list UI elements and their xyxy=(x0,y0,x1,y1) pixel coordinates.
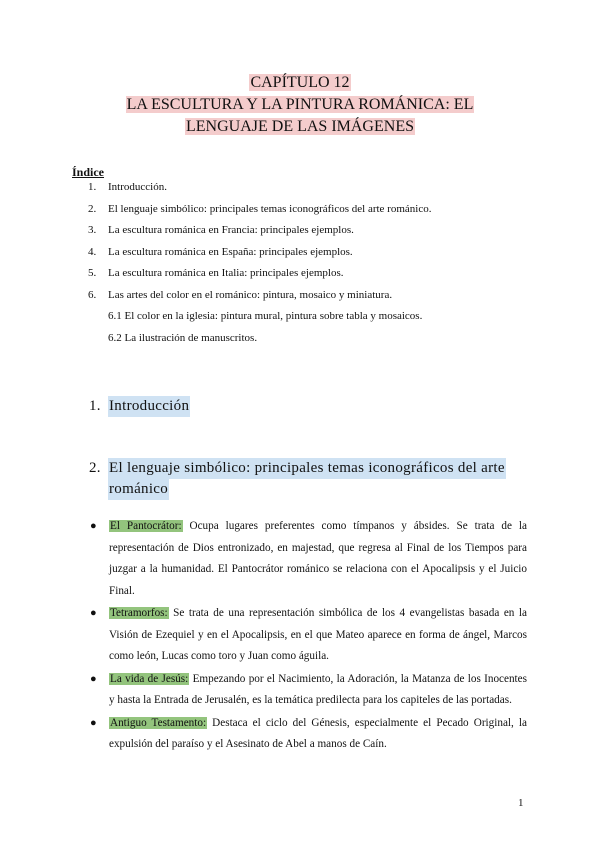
index-item xyxy=(88,289,528,311)
index-item-number: 4. xyxy=(88,245,97,258)
index-item-text: El lenguaje simbólico: principales temas iconográficos del arte románico. xyxy=(108,202,432,215)
index-item-number: 1. xyxy=(88,181,97,193)
chapter-title-line: LENGUAJE DE LAS IMÁGENES xyxy=(186,118,414,135)
bullet-term: Antiguo Testamento: xyxy=(110,716,207,729)
bullet-term: El Pantocrátor: xyxy=(110,520,182,532)
index-item-number: 3. xyxy=(88,224,97,236)
index-item-number: 2. xyxy=(88,202,97,215)
list-item xyxy=(90,516,527,602)
index-item-text: Las artes del color en el románico: pintura, mosaico y miniatura. xyxy=(108,288,393,301)
index-item-text: La escultura románica en Italia: principales ejemplos. xyxy=(108,267,344,279)
section-heading-lenguaje-simbolico xyxy=(89,458,529,500)
index-heading: Índice xyxy=(72,165,105,179)
chapter-title-line: LA ESCULTURA Y LA PINTURA ROMÁNICA: EL xyxy=(126,96,474,113)
bullet-icon: ● xyxy=(90,607,97,619)
section-title: Introducción xyxy=(108,396,190,417)
list-item xyxy=(90,713,527,756)
index-item xyxy=(88,203,528,225)
list-item xyxy=(90,603,527,668)
bullet-list xyxy=(90,516,527,757)
section-heading-introduccion xyxy=(89,396,529,417)
bullet-text: Se trata de una representación simbólica de los 4 evangelistas basada en la Visión de Ezequiel y en el Apocalipsis, en el que Mateo aparece en forma de ángel, Marcos como león, Lucas como toro y Juan como águila. xyxy=(109,607,527,662)
index-subitem: 6.1 El color en la iglesia: pintura mural, pintura sobre tabla y mosaicos. xyxy=(108,310,423,322)
index-item-number: 5. xyxy=(88,267,97,279)
chapter-title-line: CAPÍTULO 12 xyxy=(250,74,350,91)
bullet-term: La vida de Jesús: xyxy=(110,672,189,685)
bullet-icon: ● xyxy=(90,672,97,685)
index-list xyxy=(88,181,528,353)
bullet-icon: ● xyxy=(90,520,97,532)
list-item xyxy=(90,669,527,712)
index-item xyxy=(88,246,528,268)
bullet-icon: ● xyxy=(90,716,97,729)
bullet-text: Ocupa lugares preferentes como tímpanos y ábsides. Se trata de la representación de Dios entronizado, en majestad, que regresa al Final de los Tiempos para juzgar a la humanidad. El Pantocrátor románico se relaciona con el Apocalipsis y el Juicio Final. xyxy=(109,520,527,597)
section-number: 1. xyxy=(89,398,101,414)
section-title-continuation: románico xyxy=(108,479,169,500)
section-title: El lenguaje simbólico: principales temas iconográficos del arte xyxy=(108,458,506,479)
index-item xyxy=(88,181,528,203)
bullet-text: Empezando por el Nacimiento, la Adoración, la Matanza de los Inocentes y hasta la Entrada de Jerusalén, es la temática predilecta para los capiteles de las portadas. xyxy=(109,672,527,706)
index-item-text: La escultura románica en España: principales ejemplos. xyxy=(108,245,353,258)
index-subitem: 6.2 La ilustración de manuscritos. xyxy=(108,331,258,344)
section-number: 2. xyxy=(89,460,101,476)
index-item xyxy=(88,224,528,246)
chapter-title xyxy=(0,72,600,138)
bullet-text: Destaca el ciclo del Génesis, especialmente el Pecado Original, la expulsión del paraíso y el Asesinato de Abel a manos de Caín. xyxy=(109,716,527,750)
index-item xyxy=(88,267,528,289)
index-item-text: La escultura románica en Francia: principales ejemplos. xyxy=(108,224,354,236)
page-number: 1 xyxy=(518,797,524,809)
index-item-text: Introducción. xyxy=(108,181,167,193)
index-item-number: 6. xyxy=(88,288,97,301)
bullet-term: Tetramorfos: xyxy=(110,607,168,619)
